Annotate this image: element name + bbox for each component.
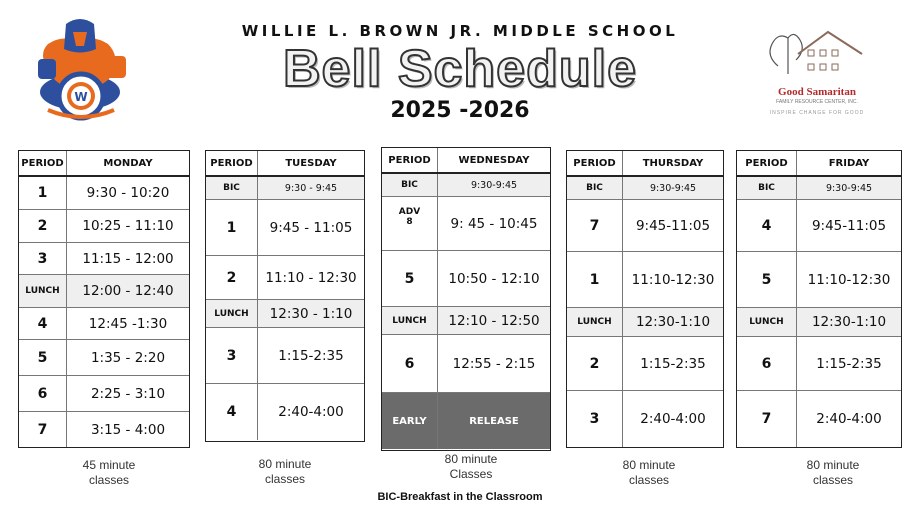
time-cell: 1:15-2:35 [640,355,706,372]
table-row [19,308,189,340]
period-cell: 2 [19,210,67,242]
table-row [19,412,189,447]
time-cell: 9:45-11:05 [635,217,711,234]
bic-row [206,177,364,200]
table-row [206,328,364,384]
house-tree-icon [758,26,876,84]
page-header [200,20,720,123]
period-cell: LUNCH [206,300,258,327]
period-header: PERIOD [382,148,438,172]
time-cell: 11:15 - 12:00 [82,250,174,267]
period-cell: LUNCH [382,307,438,334]
partner-subtitle: FAMILY RESOURCE CENTER, INC. [776,99,858,105]
time-cell: 3:15 - 4:00 [90,421,166,438]
table-row [19,177,189,210]
partner-logo [758,26,876,122]
time-cell: 1:15-2:35 [816,355,882,372]
time-cell: 11:10 - 12:30 [265,269,357,286]
early-release-row [382,393,550,449]
table-row [567,391,723,447]
period-cell: 7 [19,412,67,447]
time-cell: 10:50 - 12:10 [448,270,540,287]
time-cell: 9:45-11:05 [811,217,887,234]
period-cell: 6 [737,337,797,390]
schedule-tuesday [205,150,365,442]
lunch-row [567,308,723,337]
period-cell: 2 [567,337,623,390]
schedule-wednesday [381,147,551,451]
friday-note: 80 minute classes [806,458,860,487]
time-cell: 9:30 - 9:45 [284,182,338,194]
period-cell: 1 [567,252,623,307]
time-cell: 9:30-9:45 [825,182,873,194]
time-cell: 9: 45 - 10:45 [450,215,538,232]
table-row [206,384,364,440]
school-year: 2025 -2026 [390,98,530,123]
time-cell: 12:55 - 2:15 [452,355,536,372]
time-cell: RELEASE [469,415,519,427]
time-cell: 2:25 - 3:10 [90,385,166,402]
table-row [737,391,901,447]
tuesday-note: 80 minute classes [258,457,312,486]
time-cell: 12:45 -1:30 [88,315,168,332]
lunch-row [19,275,189,308]
lunch-row [382,307,550,335]
period-cell: 6 [382,335,438,392]
day-header: FRIDAY [828,157,870,169]
table-row [567,252,723,308]
time-cell: 11:10-12:30 [631,271,715,288]
time-cell: 12:00 - 12:40 [82,283,174,299]
time-cell: 9:30-9:45 [470,179,518,191]
table-row [567,200,723,252]
schedule-monday [18,150,190,448]
partner-name: Good Samaritan [778,86,856,98]
period-cell: 1 [206,200,258,255]
time-cell: 10:25 - 11:10 [82,218,174,234]
time-cell: 2:40-4:00 [640,411,706,427]
period-cell: 4 [19,308,67,339]
time-cell: 2:40-4:00 [816,411,882,427]
table-row [382,197,550,251]
partner-tagline: INSPIRE CHANGE FOR GOOD [769,110,865,116]
day-header: MONDAY [103,157,153,169]
time-cell: 9:45 - 11:05 [269,219,353,236]
period-cell: 3 [206,328,258,383]
period-cell: LUNCH [19,275,67,307]
period-cell: BIC [382,174,438,196]
period-header: PERIOD [206,151,258,175]
period-cell: 4 [737,200,797,251]
period-cell: BIC [737,177,797,199]
time-cell: 11:10-12:30 [807,271,891,288]
table-row [19,340,189,376]
table-row [19,210,189,243]
table-row [737,252,901,308]
table-row [382,335,550,393]
period-header: PERIOD [19,151,67,175]
period-cell: ADV 8 [382,197,438,250]
period-cell: 4 [206,384,258,440]
period-cell: 3 [567,391,623,447]
school-mascot-logo [18,14,148,124]
period-cell: 6 [19,376,67,411]
period-cell: 5 [382,251,438,306]
period-cell: BIC [206,177,258,199]
period-cell: 3 [19,243,67,274]
period-cell: LUNCH [737,308,797,336]
schedule-thursday [566,150,724,448]
period-cell: 5 [19,340,67,375]
period-cell: BIC [567,177,623,199]
time-cell: 12:30-1:10 [635,314,711,330]
time-cell: 1:35 - 2:20 [90,349,166,366]
table-row [19,243,189,275]
page-title: Bell Schedule [283,40,637,98]
table-row [737,337,901,391]
monday-note: 45 minute classes [82,458,136,487]
schedule-friday [736,150,902,448]
time-cell: 9:30-9:45 [649,182,697,194]
table-row [382,251,550,307]
period-cell: 1 [19,177,67,209]
bic-row [737,177,901,200]
school-name: WILLIE L. BROWN JR. MIDDLE SCHOOL [241,22,679,40]
table-row [737,200,901,252]
time-cell: 12:30-1:10 [811,314,887,330]
day-header: WEDNESDAY [458,154,530,166]
day-header: THURSDAY [642,157,704,169]
footer-note: BIC-Breakfast in the Classroom [377,491,543,503]
period-header: PERIOD [737,151,797,175]
bic-row [567,177,723,200]
day-header: TUESDAY [285,157,337,169]
lunch-row [206,300,364,328]
period-cell: EARLY [382,393,438,449]
time-cell: 1:15-2:35 [278,347,344,364]
time-cell: 9:30 - 10:20 [86,185,170,201]
thursday-note: 80 minute classes [622,458,676,487]
svg-text:W: W [74,90,88,104]
table-row [567,337,723,391]
period-cell: 5 [737,252,797,307]
period-cell: 7 [737,391,797,447]
period-header: PERIOD [567,151,623,175]
time-cell: 2:40-4:00 [278,404,344,420]
table-row [206,200,364,256]
period-cell: LUNCH [567,308,623,336]
time-cell: 12:10 - 12:50 [448,312,540,329]
period-cell: 2 [206,256,258,299]
table-row [206,256,364,300]
table-row [19,376,189,412]
wednesday-note: 80 minute Classes [444,452,498,481]
time-cell: 12:30 - 1:10 [269,305,353,322]
lunch-row [737,308,901,337]
bic-row [382,174,550,197]
period-cell: 7 [567,200,623,251]
